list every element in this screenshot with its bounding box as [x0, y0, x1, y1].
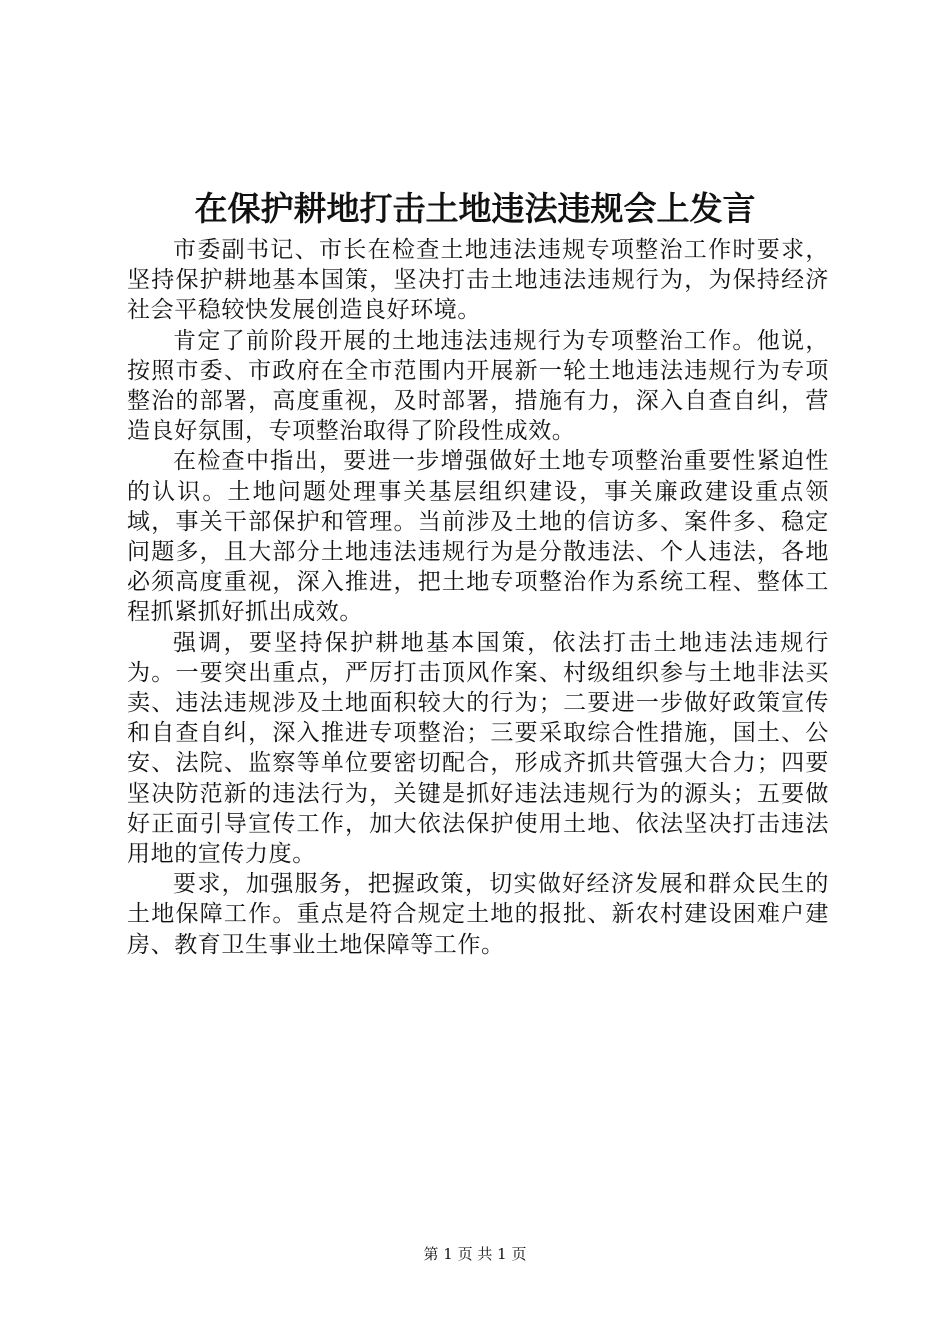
paragraph-4: 强调，要坚持保护耕地基本国策，依法打击土地违法违规行为。一要突出重点，严厉打击顶风作案、村级组织参与土地非法买卖、违法违规涉及土地面积较大的行为；二要进一步做好政策宣传和自查自纠，深入推进专项整治；三要采取综合性措施，国土、公安、法院、监察等单位要密切配合，形成齐抓共管强大合力；四要坚决防范新的违法行为，关键是抓好违法违规行为的源头；五要做好正面引导宣传工作，加大依法保护使用土地、依法坚决打击违法用地的宣传力度。	[127, 629, 829, 868]
paragraph-3: 在检查中指出，要进一步增强做好土地专项整治重要性紧迫性的认识。土地问题处理事关基层组织建设，事关廉政建设重点领域，事关干部保护和管理。当前涉及土地的信访多、案件多、稳定问题多，且大部分土地违法违规行为是分散违法、个人违法，各地必须高度重视，深入推进，把土地专项整治作为系统工程、整体工程抓紧抓好抓出成效。	[127, 448, 829, 626]
document-body	[127, 235, 829, 960]
document-title: 在保护耕地打击土地违法违规会上发言	[194, 189, 756, 228]
paragraph-2: 肯定了前阶段开展的土地违法违规行为专项整治工作。他说，按照市委、市政府在全市范围内开展新一轮土地违法违规行为专项整治的部署，高度重视，及时部署，措施有力，深入自查自纠，营造良好氛围，专项整治取得了阶段性成效。	[127, 327, 829, 445]
paragraph-1: 市委副书记、市长在检查土地违法违规专项整治工作时要求，坚持保护耕地基本国策，坚决打击土地违法违规行为，为保持经济社会平稳较快发展创造良好环境。	[127, 237, 829, 324]
paragraph-5: 要求，加强服务，把握政策，切实做好经济发展和群众民生的土地保障工作。重点是符合规定土地的报批、新农村建设困难户建房、教育卫生事业土地保障等工作。	[127, 871, 829, 958]
page-number-footer: 第 1 页 共 1 页	[423, 1245, 527, 1263]
